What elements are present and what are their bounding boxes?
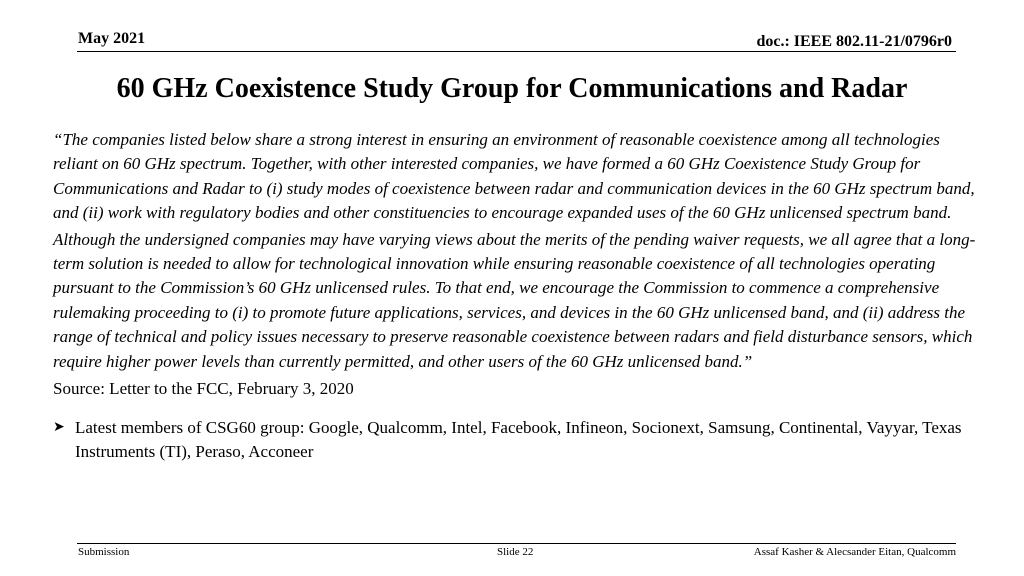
list-item	[53, 416, 978, 464]
slide-title: 60 GHz Coexistence Study Group for Communications and Radar	[116, 73, 908, 104]
header-date: May 2021	[78, 30, 146, 47]
quote-paragraph-1: “The companies listed below share a strong interest in ensuring an environment of reasonable coexistence among all technologies reliant on 60 GHz spectrum. Together, with other interested companies, we have formed a 60 GHz Coexistence Study Group for Communications and Radar to (i) study modes of coexistence between radar and communication devices in the 60 GHz spectrum band, and (ii) work with regulatory bodies and other constituencies to encourage expanded uses of the 60 GHz unlicensed spectrum band.	[53, 130, 975, 223]
members-text: Latest members of CSG60 group: Google, Qualcomm, Intel, Facebook, Infineon, Socionext, Samsung, Continental, Vayyar, Texas Instruments (TI), Peraso, Acconeer	[75, 418, 962, 462]
quote-source: Source: Letter to the FCC, February 3, 2020	[53, 379, 354, 399]
footer-authors: Assaf Kasher & Alecsander Eitan, Qualcomm	[753, 546, 956, 558]
arrow-bullet-icon: ➤	[53, 420, 65, 436]
fcc-letter-quote	[53, 128, 978, 374]
footer-divider	[77, 543, 956, 544]
header-doc-id: doc.: IEEE 802.11-21/0796r0	[756, 33, 952, 50]
header-divider	[77, 51, 956, 52]
slide-body	[53, 128, 978, 464]
quote-paragraph-2: Although the undersigned companies may have varying views about the merits of the pending waiver requests, we all agree that a long-term solution is needed to allow for technological innovation while ensuring reasonable coexistence of all technologies operating pursuant to the Commission’s 60 GHz unlicensed rules. To that end, we encourage the Commission to commence a comprehensive rulemaking proceeding to (i) to promote future applications, services, and devices in the 60 GHz unlicensed band, and (ii) address the range of technical and policy issues necessary to preserve reasonable coexistence between radars and field disturbance sensors, which require higher power levels than currently permitted, and other users of the 60 GHz unlicensed band.”	[53, 229, 976, 371]
footer-slide-number: Slide 22	[497, 546, 534, 558]
footer-submission: Submission	[78, 546, 130, 558]
